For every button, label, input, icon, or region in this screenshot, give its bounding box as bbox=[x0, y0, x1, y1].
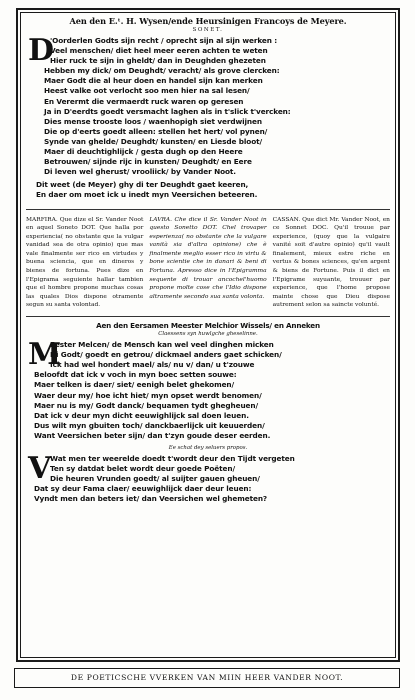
commentary-columns bbox=[26, 209, 390, 311]
epigram-heading: Ee schat dey seluers propos. bbox=[168, 444, 248, 451]
page-frame bbox=[16, 8, 400, 662]
verse-line: Ja in D'eerdts goedt versmacht laghen als in t'slick t'vercken: bbox=[44, 106, 291, 116]
epigram bbox=[26, 450, 390, 504]
sonnet-1-lines bbox=[26, 33, 390, 177]
verse-line: Eester Melcen/ de Mensch kan wel veel dinghen micken bbox=[50, 340, 274, 350]
verse-line: Dat ick v deur myn dicht eeuwighlijck sal doen leuen. bbox=[34, 410, 249, 420]
closing-line: En daer om moet ick u inedt myn Veersichen beteeren. bbox=[36, 190, 258, 200]
italian-commentary: LAVRA. Che dice il Sr. Vander Noot in questo Sonetto DOT. Chel trovaper esperienza( no obstante che la vulgare vanità sia d'altra opinione) che è finalmente meglio esser rico in virtu & bone scientie che in danari & beni di Fortuna. Apresso dice in l'Epigramma sequente di trouar ancochel'huomo propone molte cose che l'Idio dispone altramente secondo sua santa volonta. bbox=[149, 216, 267, 300]
sonnet-1 bbox=[26, 33, 390, 201]
verse-line: Vyndt men dan beters iet/ dan Veersichen wel ghemeten? bbox=[34, 494, 268, 504]
verse-line: Maer nu is my/ Godt danck/ bequamen tydt ghegheuen/ bbox=[34, 400, 259, 410]
verse-line: 'Oorderlen Godts sijn recht / oprecht sijn al sijn werken : bbox=[50, 36, 278, 45]
verse-line: En Verermt die vermaerdt ruck waren op geresen bbox=[44, 96, 244, 106]
verse-line: Synde van ghelde/ Deughdt/ kunsten/ en Liesde bloot/ bbox=[44, 136, 263, 146]
drop-cap: V bbox=[28, 450, 52, 486]
verse-line: Di Godt/ goedt en getrou/ dickmael anders gaet schicken/ bbox=[50, 350, 282, 360]
verse-line: Die op d'eerts goedt alleen: stellen het hert/ vol pynen/ bbox=[44, 126, 268, 136]
verse-line: Heest valke oot verlocht soo men hier na sal lesen/ bbox=[44, 86, 250, 96]
verse-line: Die heuren Vrunden goedt/ al suijter gauen gheuen/ bbox=[50, 474, 260, 484]
drop-cap: D bbox=[28, 33, 55, 68]
verse-line: Ten sy datdat belet wordt deur goede Poëten/ bbox=[50, 464, 236, 474]
spanish-commentary: MARFIRA. Que dize el Sr. Vander Noot en aquel Soneto DOT. Que halla por experiencia( no obstante que la vulgar vanidad sea de otra opinio) que mas vale finalmente ser rico en virtudes y buena sciencia, que en dineros y bienes de fortuna. Pues dize en l'Epigrama seguiente hallar tambien que el hombre propone muchas cosas las quales Dios dispone otramente segun su santa volontad. bbox=[26, 216, 144, 309]
verse-line: Veel menschen/ diet heel meer eeren achten te weten bbox=[50, 46, 268, 56]
sonnet-1-closing bbox=[26, 180, 390, 200]
verse-line: Hier ruck te sijn in gheldt/ dan in Deughden ghezeten bbox=[50, 56, 266, 66]
verse-line: Maer Godt die al heur doen en handel sijn kan merken bbox=[44, 76, 263, 86]
page-content bbox=[26, 14, 390, 656]
verse-line: Beloofdt dat ick v voch in myn boec setten souwe: bbox=[34, 370, 237, 380]
verse-line: Waer deur my/ hoe icht hiet/ myn opset werdt benomen/ bbox=[34, 390, 262, 400]
drop-cap: M bbox=[28, 337, 62, 373]
verse-line: Want Veersichen beter sijn/ dan t'zyn goude deser eerden. bbox=[34, 430, 271, 440]
sonnet-2-lines bbox=[26, 337, 390, 441]
sonnet-2 bbox=[26, 337, 390, 441]
epigram-lines bbox=[26, 450, 390, 504]
verse-line: Betrouwen/ sijnde rijc in kunsten/ Deughdt/ en Eere bbox=[44, 157, 252, 167]
section-divider bbox=[26, 316, 390, 317]
dedication-title: Aen den E.ᵗ. H. Wysen/ende Heursinigen Francoys de Meyere. bbox=[69, 16, 347, 26]
verse-line: Wat men ter weerelde doedt t'wordt deur den Tijdt vergeten bbox=[50, 453, 295, 463]
dedication-subtitle-2: Claessens syn huwlgche gheselinne. bbox=[158, 331, 258, 338]
verse-line: Maer di deuchtighlijck / gesta dugh op den Heere bbox=[44, 147, 243, 157]
verse-line: Di leven wel gherust/ vrooliick/ by Vander Noot. bbox=[44, 167, 236, 177]
dedication-title-2: Aen den Eersamen Meester Melchior Wissels/ en Anneken bbox=[96, 321, 320, 331]
verse-line: Maer telken is daer/ siet/ eenigh belet ghekomen/ bbox=[34, 380, 235, 390]
french-commentary: CASSAN. Que dict Mr. Vander Noot, en ce Sonnet DOC. Qu'il trouue par experience, (quoy que la vulgaire vanité soit d'autre opinio) qu'il vault finalement, mieux estre riche en vertus & bones sciences, qu'en argent & biens de Fortune. Puis il dict en l'Epigrame suyuante, trouuer par experience, que l'home propose mainte chose que Dieu dispose autrement selon sa saincte volunté. bbox=[272, 216, 390, 309]
verse-line: Dus wilt myn gbuiten toch/ danckbaerlijck uit keuuerden/ bbox=[34, 420, 265, 430]
verse-line: Dies mense trooste loos / waenhopigh siet verdwijnen bbox=[44, 116, 262, 126]
closing-line: Dit weet (de Meyer) ghy di ter Deughdt gaet keeren, bbox=[36, 180, 249, 190]
sonnet-heading: SONET. bbox=[192, 27, 224, 33]
verse-line: Hebben my dick/ om Deughdt/ veracht/ als grove clercken: bbox=[44, 66, 280, 76]
verse-line: Ick had wel hondert mael/ als/ nu v/ dan/ u t'zouwe bbox=[50, 360, 255, 370]
verse-line: Dat sy deur Fama claer/ eeuwighlijck daer deur leuen: bbox=[34, 484, 252, 494]
running-footer: DE POETICSCHE VVERKEN VAN MIIN HEER VANDER NOOT. bbox=[14, 668, 400, 688]
